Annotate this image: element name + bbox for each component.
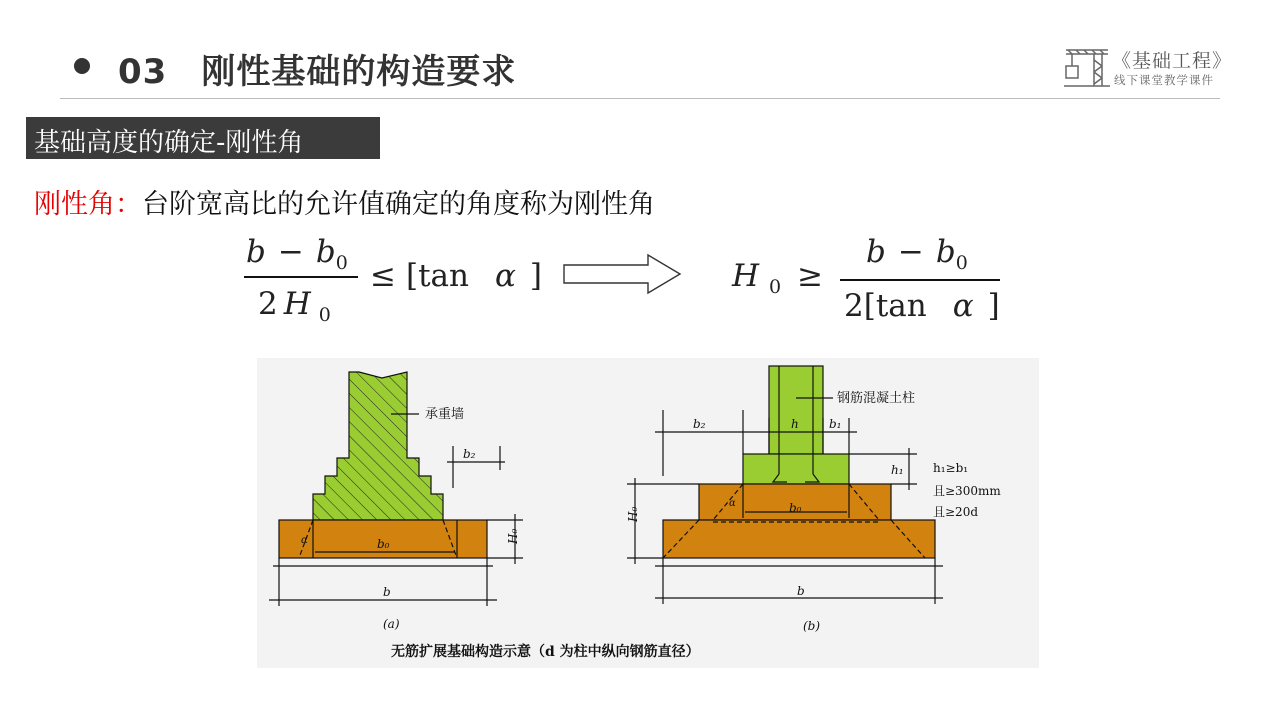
- b-note-3: 且≥20d: [933, 505, 979, 519]
- hollow-right-arrow-icon: [562, 252, 684, 296]
- b-b1-label: b₁: [829, 417, 842, 431]
- column-pedestal: [743, 454, 849, 484]
- b-b-label: b: [797, 584, 805, 598]
- column-label: 钢筋混凝土柱: [837, 391, 916, 406]
- a-b2-label: b₂: [463, 447, 476, 461]
- lhs-numerator: $b - b_0$: [246, 234, 348, 275]
- lhs-inequality: ≤ [tan α ]: [370, 258, 543, 294]
- footing-b-lower: [663, 520, 935, 558]
- b-note-2: 且≥300mm: [933, 484, 1001, 498]
- a-b-label: b: [383, 585, 391, 599]
- header-divider: [60, 98, 1220, 99]
- rhs-fraction-bar: [840, 279, 1000, 281]
- b-alpha-label: α: [729, 498, 736, 509]
- a-H0-label: H₀: [506, 528, 520, 544]
- foundation-diagram: [257, 358, 1039, 668]
- crane-icon: [1062, 44, 1112, 88]
- section-title: [118, 44, 516, 93]
- b-caption: (b): [803, 619, 821, 633]
- b-h1-label: h₁: [891, 463, 904, 477]
- rhs-numerator: $b - b_0$: [866, 234, 968, 275]
- column-body: [769, 366, 823, 454]
- lhs-fraction-bar: [244, 276, 358, 278]
- section-number: 03: [118, 52, 168, 92]
- a-caption: (a): [383, 617, 400, 631]
- section-title-text: 刚性基础的构造要求: [201, 52, 517, 92]
- lhs-denominator: 2 H $_0$: [258, 286, 331, 327]
- b-b2-label: b₂: [693, 417, 706, 431]
- a-b0-label: b₀: [377, 537, 390, 551]
- logo-subtitle: 线下课堂教学课件: [1114, 73, 1214, 87]
- wall-label: 承重墙: [425, 407, 465, 422]
- diagram-caption: 无筋扩展基础构造示意（d 为柱中纵向钢筋直径）: [391, 644, 700, 660]
- rhs-denominator: 2[tan α ]: [844, 288, 1000, 324]
- logo-title: 《基础工程》: [1112, 50, 1233, 72]
- b-b0-label: b₀: [789, 501, 802, 515]
- a-alpha-label: α: [301, 535, 308, 546]
- rhs-left: H $_0$ ≥: [732, 258, 824, 299]
- b-H0-label: H₀: [626, 506, 640, 522]
- b-h-label: h: [791, 417, 799, 431]
- definition-term: 刚性角：: [34, 189, 142, 220]
- subtopic-banner: [26, 117, 380, 159]
- definition-line: [34, 182, 655, 221]
- definition-text: 台阶宽高比的允许值确定的角度称为刚性角: [142, 189, 655, 220]
- banner-text: 基础高度的确定-刚性角: [34, 128, 304, 158]
- b-note-1: h₁≥b₁: [933, 461, 969, 475]
- title-bullet: [74, 58, 90, 74]
